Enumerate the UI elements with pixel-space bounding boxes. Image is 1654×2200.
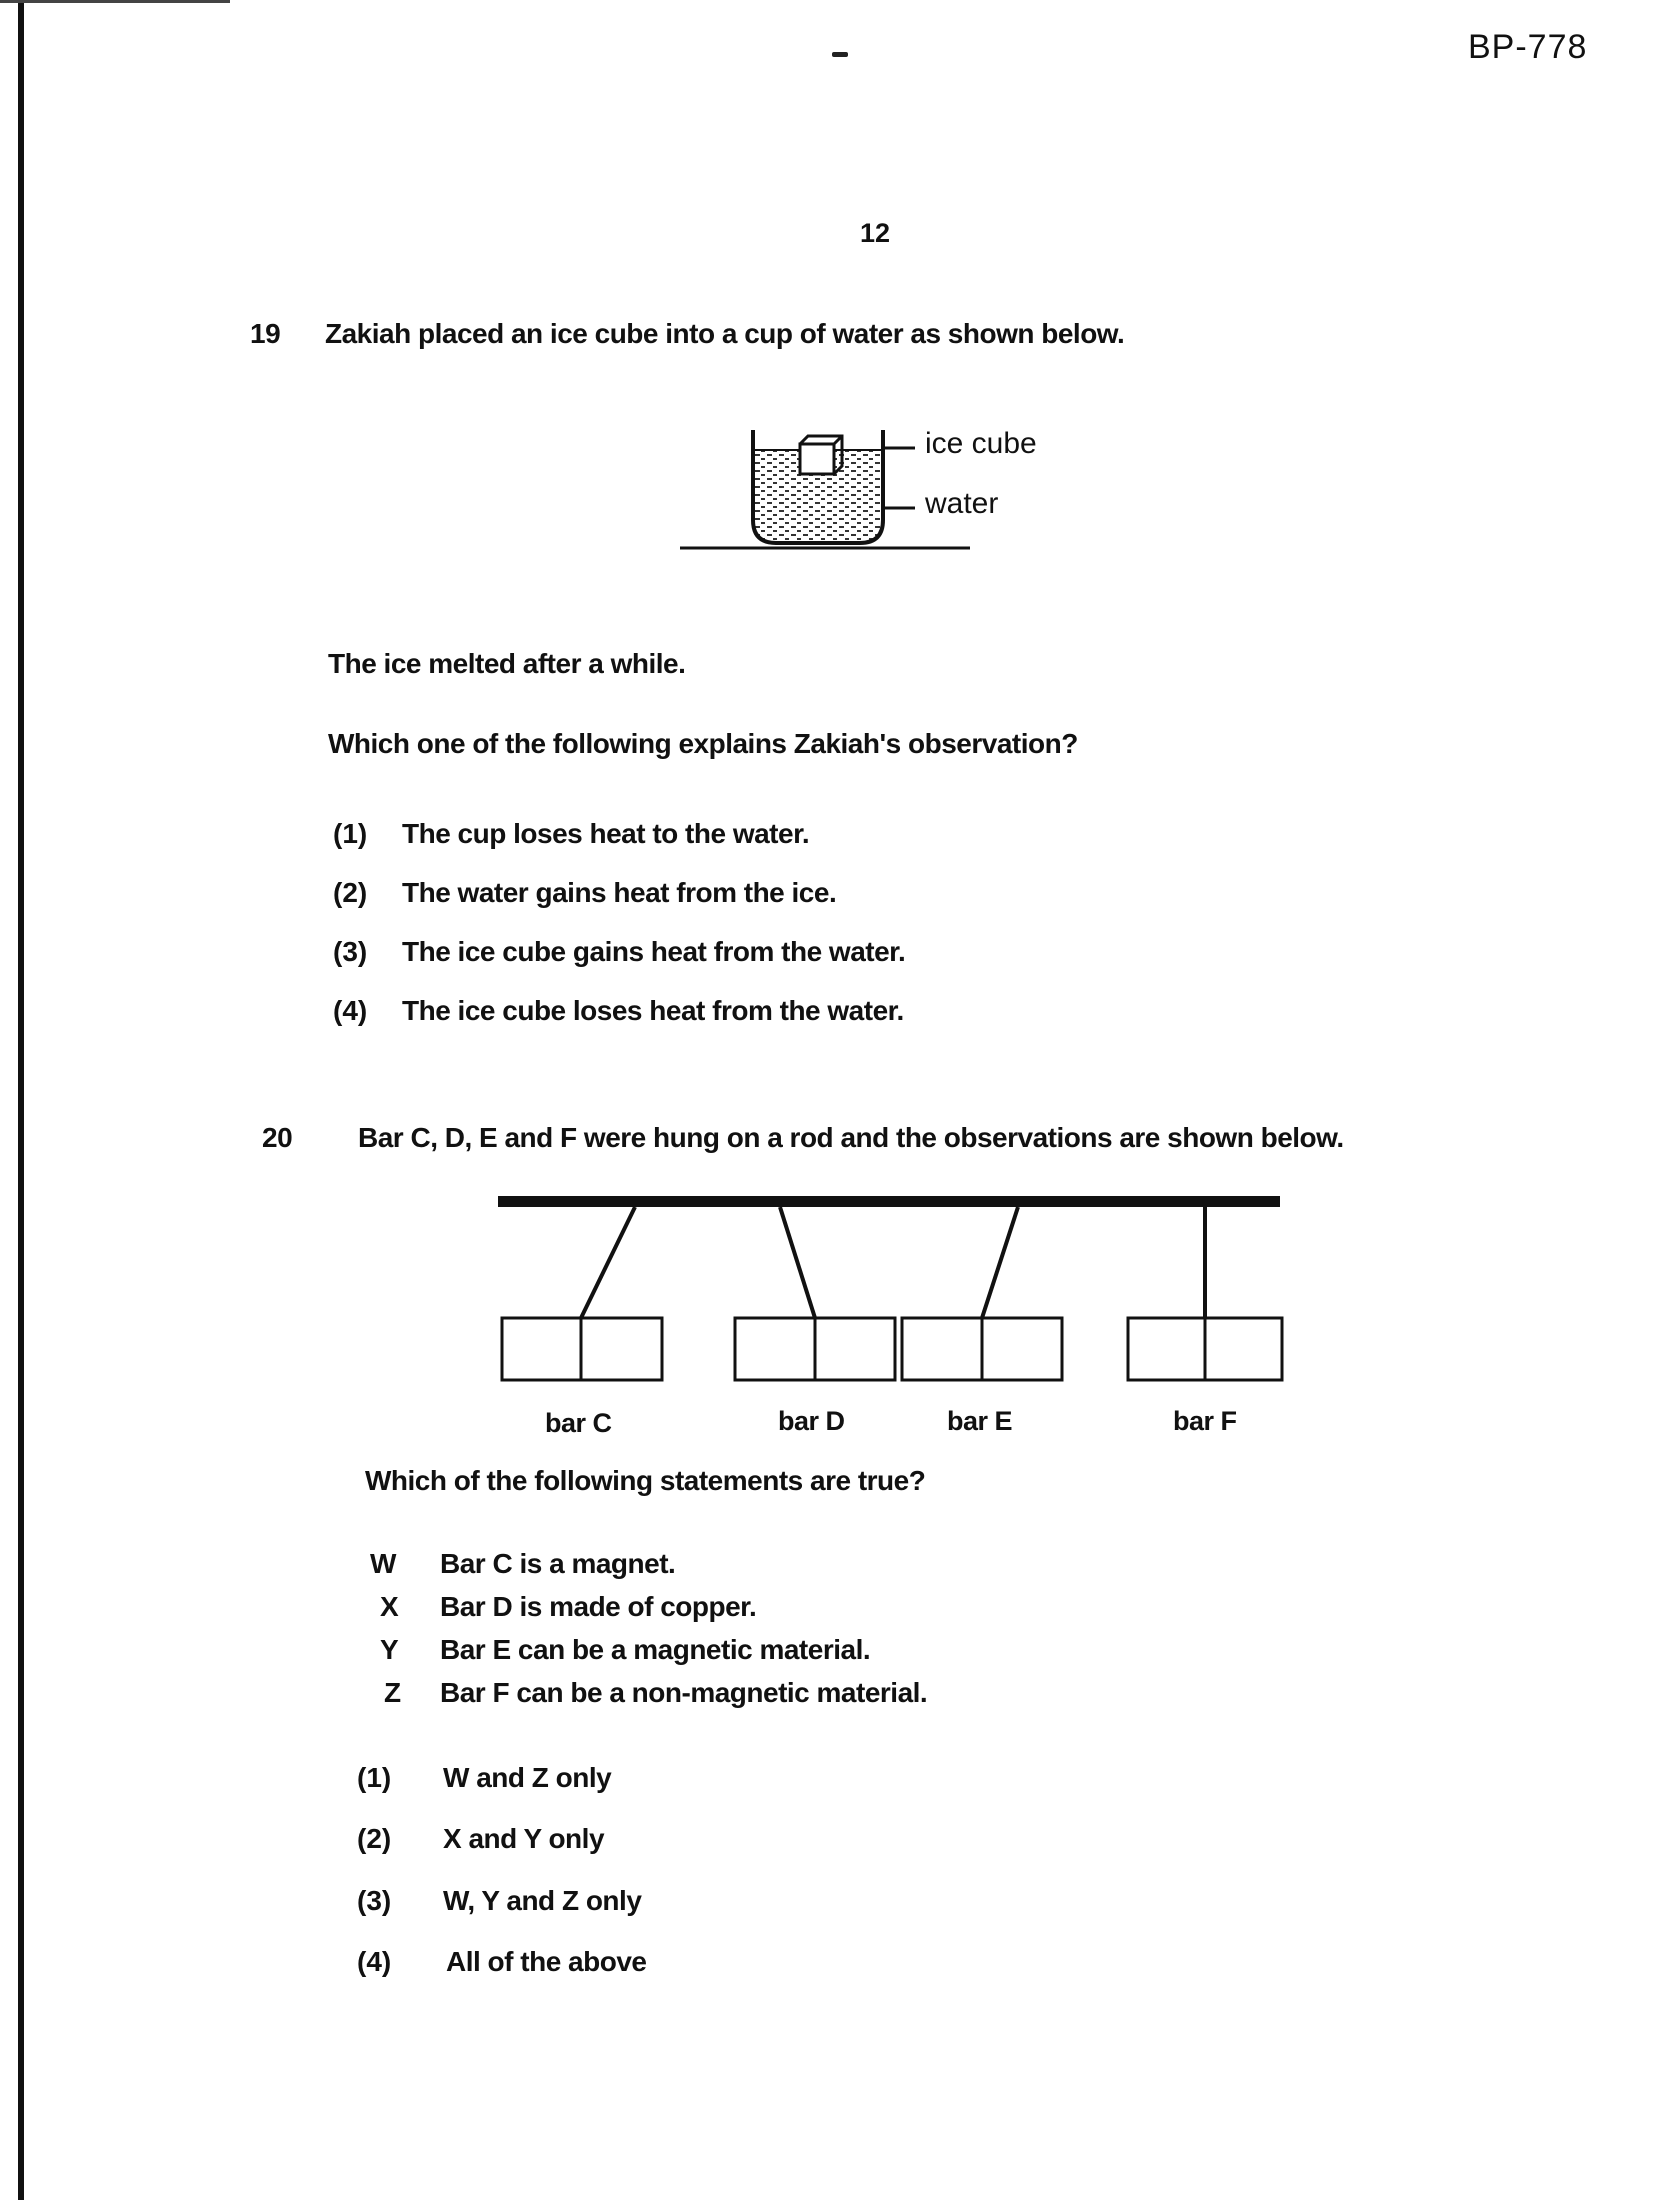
q20-option-1-text[interactable]: W and Z only: [443, 1762, 612, 1793]
hanging-bars-diagram: [480, 1185, 1300, 1405]
rod: [498, 1196, 1280, 1207]
q19-option-4-number[interactable]: (4): [333, 995, 368, 1026]
document-code: BP-778: [1468, 28, 1588, 66]
statement-x-text: Bar D is made of copper.: [440, 1591, 757, 1622]
page-margin-line: [18, 0, 24, 2200]
q19-option-1-number[interactable]: (1): [333, 818, 368, 849]
question-20-prompt: Which of the following statements are true?: [365, 1465, 926, 1496]
q19-option-1-text[interactable]: The cup loses heat to the water.: [402, 818, 810, 849]
water-label: water: [925, 487, 999, 520]
statement-w-letter: W: [370, 1548, 397, 1579]
q19-option-4-text[interactable]: The ice cube loses heat from the water.: [402, 995, 904, 1026]
q20-option-4-number[interactable]: (4): [357, 1946, 392, 1977]
question-19-statement: The ice melted after a while.: [328, 648, 686, 679]
ice-cube-label: ice cube: [925, 427, 1037, 460]
bar-c-label: bar C: [545, 1408, 612, 1438]
q20-option-3-number[interactable]: (3): [357, 1885, 392, 1916]
question-19-number: 19: [250, 318, 281, 349]
q20-option-4-text[interactable]: All of the above: [446, 1946, 647, 1977]
statement-x-letter: X: [380, 1591, 399, 1622]
string-c: [581, 1207, 635, 1318]
string-e: [982, 1207, 1018, 1318]
ice-cube-shape: [800, 444, 834, 474]
bar-f-label: bar F: [1173, 1406, 1237, 1436]
q19-option-3-number[interactable]: (3): [333, 936, 368, 967]
q20-option-2-text[interactable]: X and Y only: [443, 1823, 605, 1854]
q20-option-1-number[interactable]: (1): [357, 1762, 392, 1793]
statement-y-text: Bar E can be a magnetic material.: [440, 1634, 871, 1665]
question-19-prompt: Which one of the following explains Zakiah's observation?: [328, 728, 1078, 759]
statement-y-letter: Y: [380, 1634, 399, 1665]
q19-option-2-text[interactable]: The water gains heat from the ice.: [402, 877, 837, 908]
question-20-number: 20: [262, 1122, 293, 1153]
statement-z-text: Bar F can be a non-magnetic material.: [440, 1677, 928, 1708]
page-number: 12: [860, 218, 891, 248]
statement-z-letter: Z: [384, 1677, 402, 1708]
string-d: [780, 1207, 815, 1318]
scan-mark: [832, 52, 848, 57]
top-scan-line: [0, 0, 230, 3]
q20-option-2-number[interactable]: (2): [357, 1823, 392, 1854]
question-20-text: Bar C, D, E and F were hung on a rod and the observations are shown below.: [358, 1122, 1344, 1153]
q20-option-3-text[interactable]: W, Y and Z only: [443, 1885, 642, 1916]
bar-d-label: bar D: [778, 1406, 845, 1436]
statement-w-text: Bar C is a magnet.: [440, 1548, 676, 1579]
bar-e-label: bar E: [947, 1406, 1013, 1436]
q19-option-3-text[interactable]: The ice cube gains heat from the water.: [402, 936, 906, 967]
question-19-text: Zakiah placed an ice cube into a cup of water as shown below.: [325, 318, 1125, 349]
q19-option-2-number[interactable]: (2): [333, 877, 368, 908]
